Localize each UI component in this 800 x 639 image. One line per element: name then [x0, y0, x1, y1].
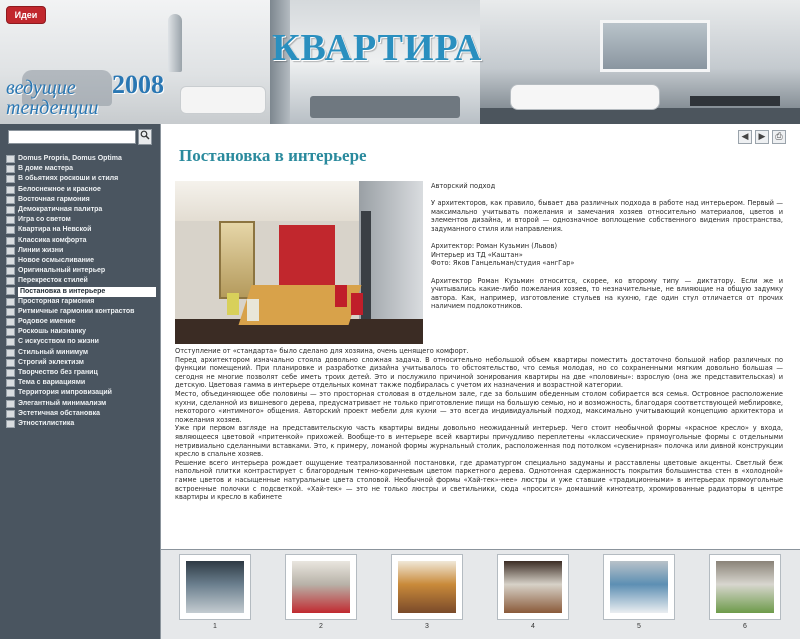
- sidebar-item[interactable]: [0, 225, 160, 235]
- thumbnail-image: [292, 561, 350, 613]
- arrow-left-icon: ◀: [741, 132, 749, 142]
- sidebar-item-label: Оригинальный интерьер: [18, 267, 106, 275]
- page-icon: [6, 247, 15, 255]
- thumbnail-strip: [160, 549, 800, 639]
- prev-button[interactable]: [738, 130, 752, 144]
- sidebar-item-label: Просторная гармония: [18, 297, 95, 305]
- article-paragraph: У архитекторов, как правило, бывает два различных подхода в работе над интерьером. Первый — максимально учитывать пожелания и замечания хозяев относительно материалов, цветов и элементов дизайна, и второй — однозначное воплощение собственного видения пространства, задуманного стиля или направления.: [431, 199, 783, 233]
- thumbnail-number: 4: [531, 623, 535, 630]
- thumbnail[interactable]: [179, 554, 251, 620]
- sidebar-item-label: Перекресток стилей: [18, 277, 88, 285]
- sidebar-item[interactable]: [0, 174, 160, 184]
- banner-rug: [310, 96, 460, 118]
- sidebar-item-label: В обьятиях роскоши и стиля: [18, 175, 119, 183]
- article-title: Постановка в интерьере: [179, 146, 367, 165]
- sidebar-item[interactable]: [0, 195, 160, 205]
- sidebar: [0, 124, 160, 639]
- sidebar-item[interactable]: [0, 266, 160, 276]
- sidebar-item[interactable]: [0, 154, 160, 164]
- sidebar-item[interactable]: [0, 348, 160, 358]
- header-banner: [0, 0, 800, 124]
- article-paragraph: Отступление от «стандарта» было сделано для хозяина, очень ценящего комфорт.: [175, 347, 469, 355]
- sidebar-item-label: Новое осмысливание: [18, 256, 95, 264]
- sidebar-item[interactable]: [0, 164, 160, 174]
- sidebar-item-label: Domus Propria, Domus Optima: [18, 155, 122, 163]
- page-icon: [6, 287, 15, 295]
- sidebar-item-label: Роскошь наизнанку: [18, 328, 86, 336]
- page-icon: [6, 277, 15, 285]
- article-paragraph: Перед архитектором изначально стояла довольно сложная задача. В относительно небольшой объем квартиры поместить достаточно большой набор различных по функции помещений. При планировке и разработке дизайна учитывалось то обстоятельство, что семья молодая, но со сохраненными мягким довольно большая — сегодня не многие позволят себе иметь троих детей. Это и послужило причиной зонирования квартиры на две «половины»: взрослую (она же представительская) и детскую. Цветовая гамма в интерьере отдельных комнат также подбиралась с учетом их назначения и возрастной категории.: [175, 355, 783, 390]
- photo-chair: [335, 285, 347, 307]
- sidebar-item[interactable]: [0, 185, 160, 195]
- sidebar-item[interactable]: [0, 358, 160, 368]
- sidebar-item-label: Восточная гармония: [18, 195, 90, 203]
- sidebar-item[interactable]: [0, 236, 160, 246]
- article-toolbar: [738, 130, 786, 144]
- page-icon: [6, 175, 15, 183]
- photo-chair: [247, 299, 259, 321]
- thumbnail-number: 6: [743, 623, 747, 630]
- sidebar-item-label: Этностилистика: [18, 419, 75, 427]
- banner-table: [690, 96, 780, 106]
- sidebar-item-label: Демократичная палитра: [18, 206, 103, 214]
- page-icon: [6, 420, 15, 428]
- banner-floor: [480, 108, 800, 124]
- print-button[interactable]: [772, 130, 786, 144]
- banner-sofa: [180, 86, 266, 114]
- logo[interactable]: Идеи: [6, 6, 46, 24]
- sidebar-item-label: Эстетичная обстановка: [18, 409, 100, 417]
- thumbnail-image: [504, 561, 562, 613]
- thumbnail-image: [716, 561, 774, 613]
- thumbnail-image: [186, 561, 244, 613]
- sidebar-item-label: Квартира на Невской: [18, 226, 92, 234]
- sidebar-item-label: С искусством по жизни: [18, 338, 99, 346]
- sidebar-item-label: Белоснежное и красное: [18, 185, 101, 193]
- page-icon: [6, 257, 15, 265]
- page-icon: [6, 196, 15, 204]
- page-icon: [6, 379, 15, 387]
- article-photo[interactable]: [175, 181, 423, 344]
- thumbnail[interactable]: [285, 554, 357, 620]
- tagline-line1: ведущие: [6, 77, 76, 99]
- sidebar-item-label: Постановка в интерьере: [18, 287, 156, 297]
- tagline-line2: тенденции: [6, 97, 99, 119]
- page-icon: [6, 410, 15, 418]
- page-icon: [6, 216, 15, 224]
- sidebar-item-label: В доме мастера: [18, 165, 74, 173]
- page-icon: [6, 155, 15, 163]
- thumbnail[interactable]: [603, 554, 675, 620]
- thumbnail-number: 3: [425, 623, 429, 630]
- tagline: [6, 78, 98, 118]
- page-icon: [6, 359, 15, 367]
- sidebar-item[interactable]: [0, 205, 160, 215]
- sidebar-item[interactable]: [0, 276, 160, 286]
- thumbnail[interactable]: [497, 554, 569, 620]
- sidebar-item[interactable]: [0, 399, 160, 409]
- sidebar-item-label: Классика комфорта: [18, 236, 87, 244]
- banner-photo-right: [480, 0, 800, 124]
- thumbnail-image: [610, 561, 668, 613]
- arrow-right-icon: ▶: [758, 132, 766, 142]
- thumbnail-number: 2: [319, 623, 323, 630]
- sidebar-item[interactable]: [0, 327, 160, 337]
- article-panel: [160, 124, 800, 549]
- page-icon: [6, 400, 15, 408]
- page-icon: [6, 206, 15, 214]
- print-icon: ⎙: [775, 132, 783, 142]
- sidebar-item[interactable]: [0, 317, 160, 327]
- photo-chair: [227, 293, 239, 315]
- sidebar-item[interactable]: [0, 307, 160, 317]
- sidebar-item[interactable]: [0, 286, 160, 296]
- page-icon: [6, 338, 15, 346]
- page-icon: [6, 298, 15, 306]
- page-icon: [6, 349, 15, 357]
- search-button[interactable]: [138, 129, 152, 145]
- sidebar-item-label: Тема с вариациями: [18, 379, 86, 387]
- thumbnail-number: 1: [213, 623, 217, 630]
- article-body: [175, 347, 783, 545]
- page-icon: [6, 267, 15, 275]
- thumbnail-number: 5: [637, 623, 641, 630]
- article-paragraph: Решение всего интерьера рождает ощущение театрализованной постановки, где драматургом специально задуманы и расставлены цветовые акценты. Светлый беж напольной плитки контрастирует с благородным темно-коричневым цветом паркетного дерева. Однотонная сдержанность покрытия большинства стен в «холодной» гамме цветов и насыщенные натуральные цвета столовой. Необычной формы «Хай-тек»-нее» люстры и уже ставшие «традиционными» в интерьерах прямоугольные встроенные полочки с подсветкой. «Хай-тек» — это не только люстры и светильники, сюда «просится» домашний кинотеатр, хромированные радиаторы в центре квартиры и кресло в кабинете: [175, 458, 783, 502]
- banner-sofa-right: [510, 84, 660, 110]
- site-title: КВАРТИРА: [272, 27, 483, 69]
- banner-window: [600, 20, 710, 72]
- sidebar-item[interactable]: [0, 388, 160, 398]
- sidebar-item-label: Линии жизни: [18, 246, 64, 254]
- sidebar-item[interactable]: [0, 337, 160, 347]
- thumbnail-image: [398, 561, 456, 613]
- sidebar-item[interactable]: [0, 368, 160, 378]
- sidebar-item-label: Элегантный минимализм: [18, 399, 107, 407]
- sidebar-item-label: Территория импровизаций: [18, 389, 112, 397]
- article-paragraph: Место, объединяющее обе половины — это просторная столовая в отдельном зале, где за большим обеденным столом собирается вся семья. Островное расположение кухни, сделанной из вишневого дерева, предусматривает не только приготовление пищи на большую семью, но и возможность, благодаря соответствующей меблировке, некоторого «интимного» общения. Авторский проект мебели для кухни — это всегда индивидуальный подход, максимально учитывающий концепцию архитектора и пожелания хозяев.: [175, 389, 783, 424]
- page-icon: [6, 318, 15, 326]
- sidebar-item-label: Родовое имение: [18, 318, 76, 326]
- article-paragraph: Авторский подход: [431, 182, 496, 190]
- photo-chair: [351, 293, 363, 315]
- search-icon: [140, 130, 150, 140]
- sidebar-item[interactable]: [0, 409, 160, 419]
- sidebar-item-label: Игра со светом: [18, 216, 71, 224]
- sidebar-item[interactable]: [0, 246, 160, 256]
- thumbnail[interactable]: [709, 554, 781, 620]
- article-paragraph: Архитектор Роман Кузьмин относится, скорее, ко второму типу — диктатору. Если же и учитывались какие-либо пожелания хозяев, то незначительные, не влияющие на общую задумку автора. Как, например, изготовление стульев на кухню, где один стул отличается от прочих наличием подлокотников.: [431, 276, 783, 311]
- sidebar-item[interactable]: [0, 297, 160, 307]
- sidebar-nav: [0, 154, 160, 429]
- page-icon: [6, 389, 15, 397]
- search-input[interactable]: [8, 130, 136, 144]
- page-icon: [6, 226, 15, 234]
- page-icon: [6, 369, 15, 377]
- sidebar-item[interactable]: [0, 256, 160, 266]
- sidebar-item-label: Стильный минимум: [18, 348, 89, 356]
- banner-lamp: [168, 14, 182, 72]
- tagline-year: 2008: [112, 70, 164, 99]
- page-icon: [6, 165, 15, 173]
- article-intro: [431, 182, 783, 320]
- sidebar-item[interactable]: [0, 378, 160, 388]
- sidebar-item[interactable]: [0, 419, 160, 429]
- thumbnail[interactable]: [391, 554, 463, 620]
- page-icon: [6, 186, 15, 194]
- sidebar-item-label: Творчество без границ: [18, 369, 98, 377]
- sidebar-item-label: Строгий эклектизм: [18, 358, 84, 366]
- sidebar-item[interactable]: [0, 215, 160, 225]
- page-icon: [6, 328, 15, 336]
- page-icon: [6, 237, 15, 245]
- sidebar-item-label: Ритмичные гармонии контрастов: [18, 307, 135, 315]
- article-paragraph: Архитектор: Роман Кузьмин (Львов) Интерьер из ТД «Каштан» Фото: Яков Ганцельман/студия «ангГар»: [431, 242, 575, 268]
- article-paragraph: Уже при первом взгляде на представительскую часть квартиры видны довольно неожиданный интерьер. Чего стоит необычной формы «красное кресло» у входа, являющееся цветовой «притенкой» прихожей. Вообще-то в интерьере всей квартиры причудливо переплетены «классические» прямоугольные формы с отдельными нетривиально сделанными вставками. Это, к примеру, ломаной формы журнальный столик, расположенная под потолком «сувенирная» полочка или дивной конструкции кресло в спальне хозяев.: [175, 424, 783, 459]
- page-icon: [6, 308, 15, 316]
- next-button[interactable]: [755, 130, 769, 144]
